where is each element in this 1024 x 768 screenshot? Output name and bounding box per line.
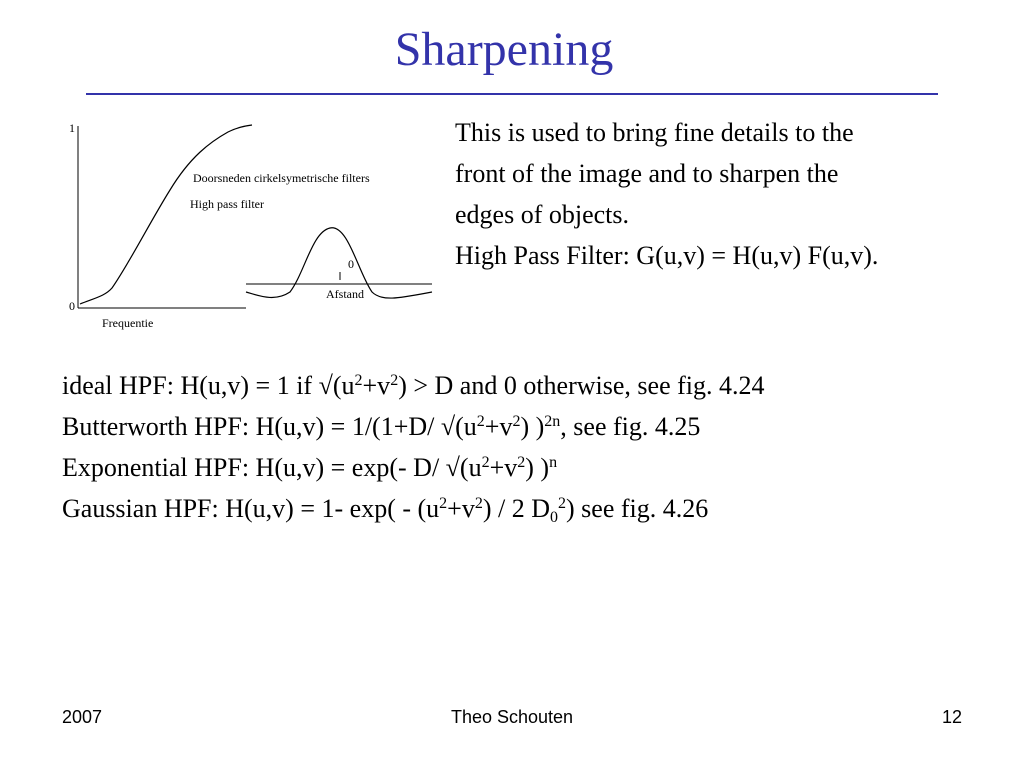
footer-author: Theo Schouten <box>450 707 574 727</box>
hpf-cross-section-graph <box>60 112 440 342</box>
y-tick-1: 1 <box>69 121 75 135</box>
expo-text-c: ) ) <box>525 453 550 482</box>
exponential-hpf-line <box>62 447 1012 488</box>
ideal-text-a: ideal HPF: H(u,v) = 1 if √(u <box>62 371 355 400</box>
filter-formulas <box>62 365 1012 529</box>
footer-year: 2007 <box>62 707 103 727</box>
y-tick-0: 0 <box>69 299 75 313</box>
gaussian-hpf-line <box>62 488 1012 529</box>
x-axis-label: Frequentie <box>102 316 154 330</box>
ideal-hpf-line <box>62 365 1012 406</box>
butter-text-a: Butterworth HPF: H(u,v) = 1/(1+D/ √(u <box>62 412 477 441</box>
expo-sup-v: 2 <box>517 454 526 471</box>
ideal-sup-v: 2 <box>390 372 399 389</box>
gauss-sup-v: 2 <box>474 495 483 512</box>
slide-title: Sharpening <box>394 23 614 76</box>
intro-line-2: front of the image and to sharpen the <box>455 159 839 188</box>
ideal-text-c: ) > D and 0 otherwise, see fig. 4.24 <box>398 371 765 400</box>
high-pass-curve <box>80 125 252 304</box>
butter-sup-v: 2 <box>512 413 521 430</box>
butterworth-hpf-line <box>62 406 1012 447</box>
butter-text-d: , see fig. 4.25 <box>560 412 701 441</box>
caption-line-2: High pass filter <box>190 197 264 211</box>
expo-text-a: Exponential HPF: H(u,v) = exp(- D/ √(u <box>62 453 482 482</box>
gauss-text-b: +v <box>447 494 475 523</box>
expo-sup-exp: n <box>549 454 558 471</box>
butter-sup-u: 2 <box>476 413 485 430</box>
inset-zero-label: 0 <box>348 257 354 271</box>
caption-line-1: Doorsneden cirkelsymetrische filters <box>193 171 370 185</box>
gauss-text-c: ) / 2 D <box>482 494 551 523</box>
butter-sup-exp: 2n <box>544 413 561 430</box>
hpf-figure <box>60 112 440 342</box>
butter-text-b: +v <box>484 412 513 441</box>
gauss-sup-d: 2 <box>558 495 567 512</box>
footer-page-number: 12 <box>941 707 962 727</box>
intro-line-4: High Pass Filter: G(u,v) = H(u,v) F(u,v). <box>455 241 879 270</box>
intro-line-3: edges of objects. <box>455 200 630 229</box>
intro-text <box>455 112 1015 276</box>
gauss-text-d: ) see fig. 4.26 <box>566 494 709 523</box>
intro-line-1: This is used to bring fine details to the <box>455 118 854 147</box>
gauss-sup-u: 2 <box>439 495 448 512</box>
ideal-text-b: +v <box>362 371 391 400</box>
expo-sup-u: 2 <box>481 454 490 471</box>
butter-text-c: ) ) <box>520 412 545 441</box>
ideal-sup-u: 2 <box>354 372 363 389</box>
gauss-text-a: Gaussian HPF: H(u,v) = 1- exp( - (u <box>62 494 440 523</box>
gauss-sub-0: 0 <box>550 509 559 526</box>
expo-text-b: +v <box>489 453 518 482</box>
inset-axis-label: Afstand <box>326 287 364 301</box>
title-divider <box>86 93 938 95</box>
